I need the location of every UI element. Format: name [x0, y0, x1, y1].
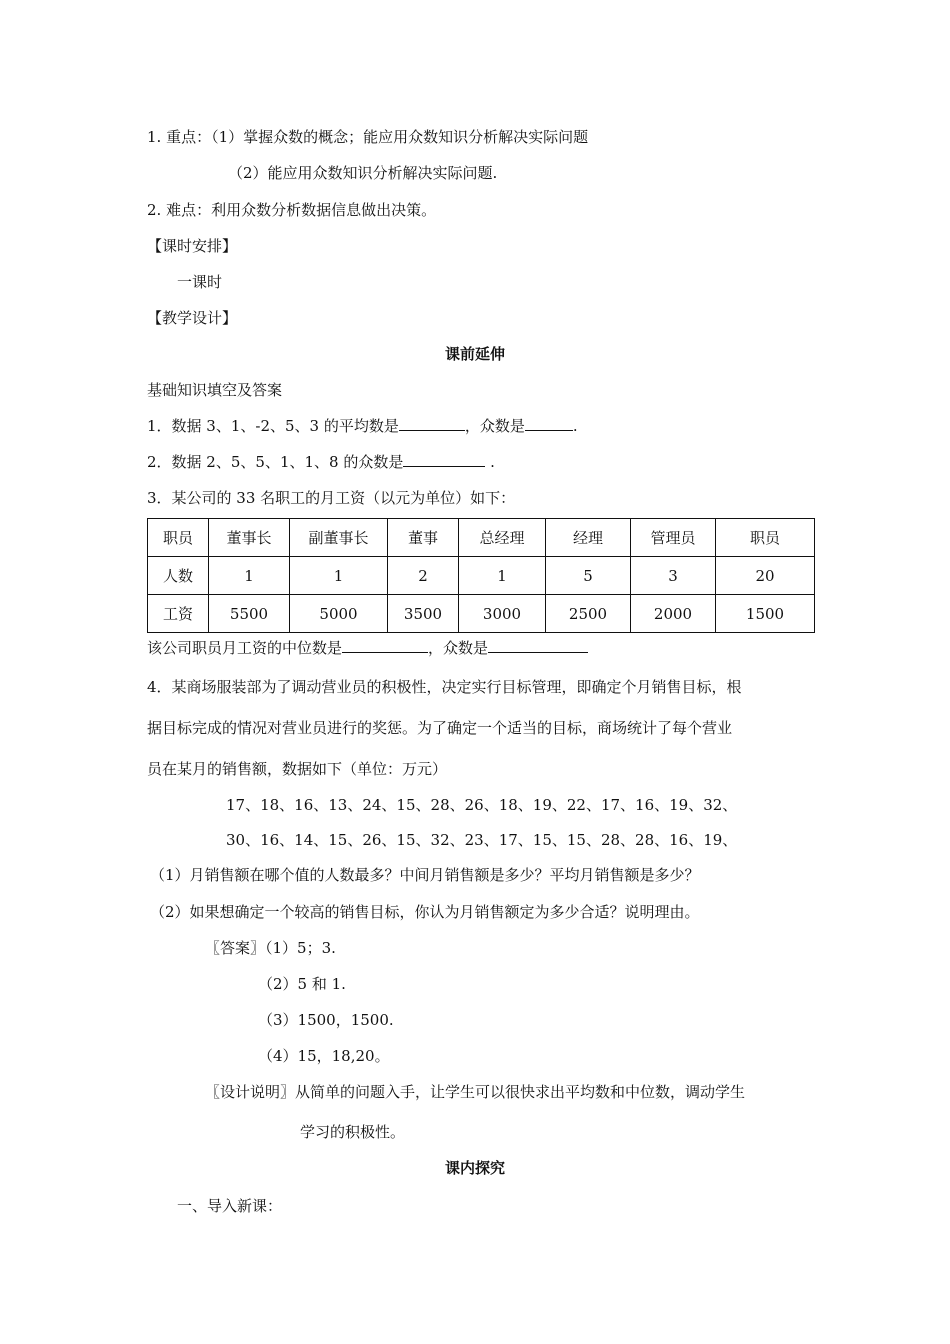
table-cell: 3 [631, 557, 716, 595]
table-cell: 2500 [546, 595, 631, 633]
table-row [148, 595, 815, 633]
table-cell: 5500 [209, 595, 290, 633]
sub-question-2: （2）如果想确定一个较高的销售目标，你认为月销售额定为多少合适？说明理由。 [150, 903, 700, 921]
question-3-follow-text-b: ，众数是 [428, 639, 489, 657]
focus-label: 1. 重点： [147, 128, 212, 146]
answer-line-4: （4）15，18,20。 [258, 1047, 390, 1065]
question-3-follow [147, 638, 588, 658]
focus-item-2: （2）能应用众数知识分析解决实际问题. [228, 164, 498, 182]
section-title-pre-class: 课前延伸 [444, 345, 505, 363]
schedule-heading: 【课时安排】 [147, 237, 238, 255]
answer-blank[interactable] [525, 416, 573, 431]
table-cell: 经理 [546, 519, 631, 557]
table-cell: 副董事长 [290, 519, 388, 557]
question-2 [147, 452, 495, 472]
focus-item-1: （1）掌握众数的概念；能应用众数知识分析解决实际问题 [211, 128, 589, 146]
answer-line-3: （3）1500，1500. [258, 1011, 394, 1029]
question-1-text-c: . [572, 417, 578, 435]
sub-question-1: （1）月销售额在哪个值的人数最多？中间月销售额是多少？平均月销售额是多少？ [150, 866, 700, 884]
table-cell: 工资 [148, 595, 209, 633]
table-cell: 管理员 [631, 519, 716, 557]
table-cell: 2 [388, 557, 459, 595]
difficulty-line: 2. 难点：利用众数分析数据信息做出决策。 [147, 201, 437, 219]
schedule-value: 一课时 [177, 273, 223, 291]
sales-data-line-2: 30、16、14、15、26、15、32、23、17、15、15、28、28、16、19、 [226, 831, 738, 849]
table-cell: 5 [546, 557, 631, 595]
question-3-follow-text-a: 该公司职员月工资的中位数是 [147, 639, 343, 657]
question-4-line-1: 4．某商场服装部为了调动营业员的积极性，决定实行目标管理，即确定个月销售目标，根 [147, 678, 742, 696]
focus-line-1 [147, 127, 588, 147]
table-cell: 1 [290, 557, 388, 595]
table-cell: 董事长 [209, 519, 290, 557]
design-note-line-2: 学习的积极性。 [300, 1123, 406, 1141]
section-subtitle: 基础知识填空及答案 [147, 381, 283, 399]
intro-heading: 一、导入新课： [177, 1197, 283, 1215]
answer-blank[interactable] [488, 638, 588, 653]
table-cell: 1 [209, 557, 290, 595]
question-1-text-a: 1．数据 3、1、-2、5、3 的平均数是 [147, 417, 399, 435]
table-cell: 职员 [148, 519, 209, 557]
answer-line-1: 〖答案〗（1）5；3. [205, 939, 336, 957]
table-cell: 职员 [716, 519, 815, 557]
question-1 [147, 416, 578, 436]
question-3: 3．某公司的 33 名职工的月工资（以元为单位）如下： [147, 489, 516, 507]
design-note-line-1: 〖设计说明〗从简单的问题入手，让学生可以很快求出平均数和中位数，调动学生 [205, 1083, 746, 1101]
table-cell: 董事 [388, 519, 459, 557]
table-cell: 5000 [290, 595, 388, 633]
question-1-text-b: ，众数是 [464, 417, 525, 435]
table-cell: 2000 [631, 595, 716, 633]
answer-blank[interactable] [403, 452, 485, 467]
question-4-line-3: 员在某月的销售额，数据如下（单位：万元） [147, 760, 448, 778]
table-cell: 总经理 [459, 519, 546, 557]
table-row [148, 519, 815, 557]
section-title-in-class: 课内探究 [444, 1159, 505, 1177]
question-4-line-2: 据目标完成的情况对营业员进行的奖惩。为了确定一个适当的目标，商场统计了每个营业 [147, 719, 733, 737]
table-cell: 3000 [459, 595, 546, 633]
table-cell: 1 [459, 557, 546, 595]
question-2-text-b: . [485, 453, 495, 471]
answer-blank[interactable] [399, 416, 465, 431]
question-2-text-a: 2．数据 2、5、5、1、1、8 的众数是 [147, 453, 404, 471]
table-cell: 3500 [388, 595, 459, 633]
design-heading: 【教学设计】 [147, 309, 238, 327]
answer-blank[interactable] [342, 638, 428, 653]
answer-line-2: （2）5 和 1. [258, 975, 346, 993]
salary-table [147, 518, 815, 633]
sales-data-line-1: 17、18、16、13、24、15、28、26、18、19、22、17、16、19、32、 [226, 796, 738, 814]
table-row [148, 557, 815, 595]
table-cell: 人数 [148, 557, 209, 595]
table-cell: 1500 [716, 595, 815, 633]
table-cell: 20 [716, 557, 815, 595]
